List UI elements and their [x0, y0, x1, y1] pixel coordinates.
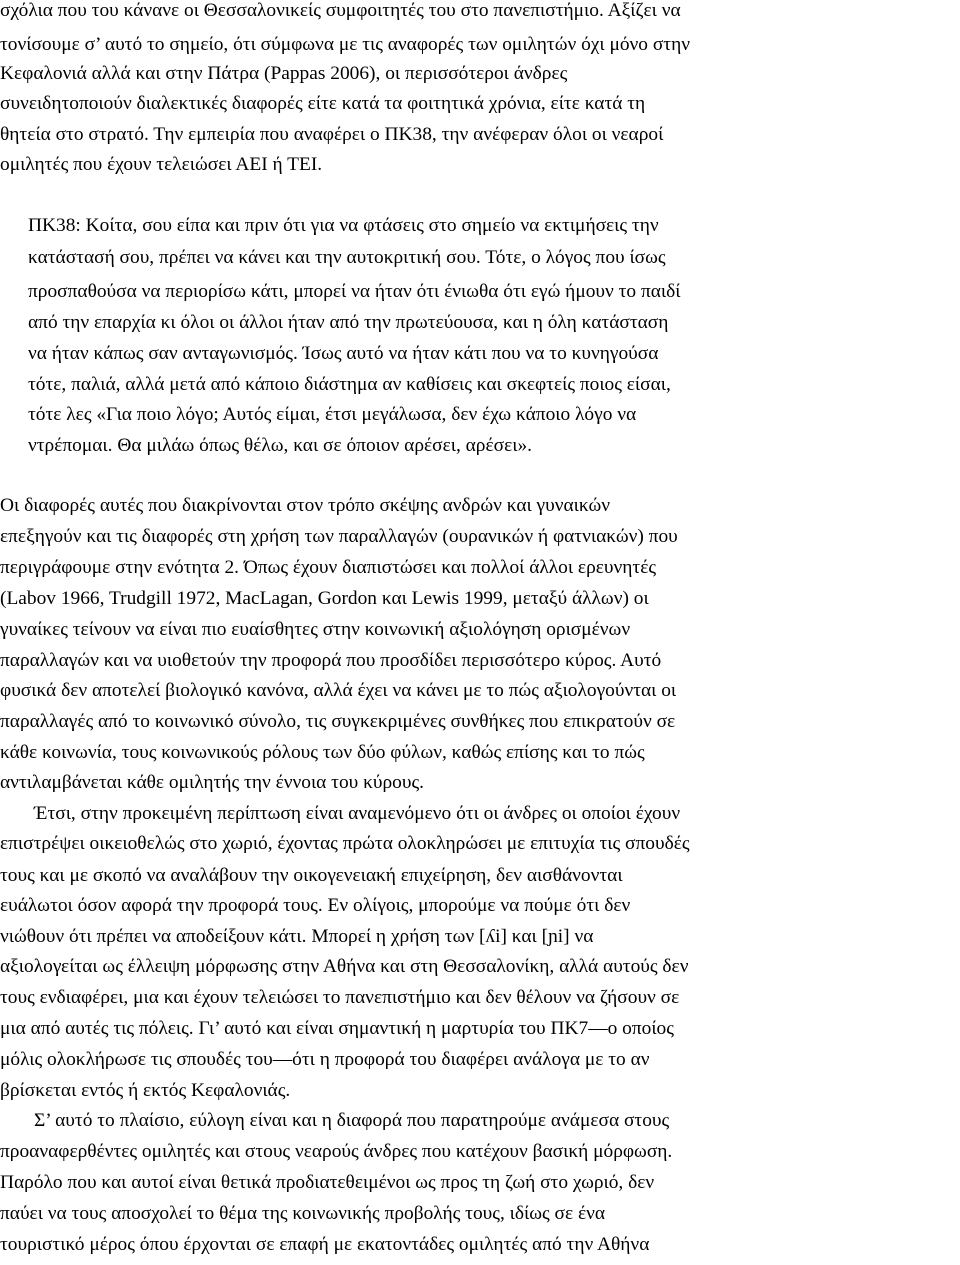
text-line: μόλις ολοκλήρωσε τις σπουδές του—ότι η προφορά του διαφέρει ανάλογα με το αν	[0, 1049, 650, 1070]
quote-line: κατάστασή σου, πρέπει να κάνει και την αυτοκριτική σου. Τότε, ο λόγος που ίσως	[28, 247, 666, 268]
text-line: Σ’ αυτό το πλαίσιο, εύλογη είναι και η διαφορά που παρατηρούμε ανάμεσα στους	[34, 1110, 670, 1131]
text-line: θητεία στο στρατό. Την εμπειρία που αναφέρει ο ΠΚ38, την ανέφεραν όλοι οι νεαροί	[0, 124, 664, 145]
text-line: προαναφερθέντες ομιλητές και στους νεαρούς άνδρες που κατέχουν βασική μόρφωση.	[0, 1141, 673, 1162]
quote-line: από την επαρχία κι όλοι οι άλλοι ήταν από την πρωτεύουσα, και η όλη κατάσταση	[28, 312, 669, 333]
text-line: Οι διαφορές αυτές που διακρίνονται στον τρόπο σκέψης ανδρών και γυναικών	[0, 495, 610, 516]
text-line: Έτσι, στην προκειμένη περίπτωση είναι αναμενόμενο ότι οι άνδρες οι οποίοι έχουν	[34, 803, 681, 824]
text-line: συνειδητοποιούν διαλεκτικές διαφορές είτε κατά τα φοιτητικά χρόνια, είτε κατά τη	[0, 93, 646, 114]
text-line: αξιολογείται ως έλλειψη μόρφωσης στην Αθήνα και στη Θεσσαλονίκη, αλλά αυτούς δεν	[0, 956, 689, 977]
quote-line: να ήταν κάπως σαν ανταγωνισμός. Ίσως αυτό να ήταν κάτι που να το κυνηγούσα	[28, 343, 659, 364]
text-line: τους και με σκοπό να αναλάβουν την οικογενειακή επιχείρηση, δεν αισθάνονται	[0, 865, 623, 886]
quote-line: ΠΚ38: Κοίτα, σου είπα και πριν ότι για να φτάσεις στο σημείο να εκτιμήσεις την	[28, 215, 659, 236]
quote-line: τότε, παλιά, αλλά μετά από κάποιο διάστημα αν καθίσεις και σκεφτείς ποιος είσαι,	[28, 374, 671, 395]
text-line: (Labov 1966, Trudgill 1972, MacLagan, Gordon και Lewis 1999, μεταξύ άλλων) οι	[0, 588, 649, 609]
text-line: σχόλια που του κάνανε οι Θεσσαλονικείς συμφοιτητές του στο πανεπιστήμιο. Αξίζει να	[0, 0, 681, 21]
text-line: ομιλητές που έχουν τελειώσει ΑΕΙ ή ΤΕΙ.	[0, 154, 323, 175]
text-line: παραλλαγών και να υιοθετούν την προφορά που προσδίδει περισσότερο κύρος. Αυτό	[0, 650, 662, 671]
text-line: Κεφαλονιά αλλά και στην Πάτρα (Pappas 2006), οι περισσότεροι άνδρες	[0, 63, 568, 84]
text-line: παύει να τους αποσχολεί το θέμα της κοινωνικής προβολής τους, ιδίως σε ένα	[0, 1203, 606, 1224]
quote-line: ντρέπομαι. Θα μιλάω όπως θέλω, και σε όποιον αρέσει, αρέσει».	[28, 435, 532, 456]
text-line: επιστρέψει οικειοθελώς στο χωριό, έχοντας πρώτα ολοκληρώσει με επιτυχία τις σπουδές	[0, 833, 690, 854]
text-line: περιγράφουμε στην ενότητα 2. Όπως έχουν διαπιστώσει και πολλοί άλλοι ερευνητές	[0, 557, 657, 578]
text-line: επεξηγούν και τις διαφορές στη χρήση των παραλλαγών (ουρανικών ή φατνιακών) που	[0, 526, 678, 547]
text-line: φυσικά δεν αποτελεί βιολογικό κανόνα, αλλά έχει να κάνει με το πώς αξιολογούνται οι	[0, 680, 677, 701]
text-line: βρίσκεται εντός ή εκτός Κεφαλονιάς.	[0, 1080, 291, 1101]
text-line: τουριστικό μέρος όπου έρχονται σε επαφή με εκατοντάδες ομιλητές από την Αθήνα	[0, 1234, 650, 1255]
text-line: αντιλαμβάνεται κάθε ομιλητής την έννοια του κύρους.	[0, 772, 424, 793]
text-line: μια από αυτές τις πόλεις. Γι’ αυτό και είναι σημαντική η μαρτυρία του ΠΚ7—ο οποίος	[0, 1018, 674, 1039]
text-line: ευάλωτοι όσον αφορά την προφορά τους. Εν ολίγοις, μπορούμε να πούμε ότι δεν	[0, 895, 631, 916]
text-line: τους ενδιαφέρει, μια και έχουν τελειώσει το πανεπιστήμιο και δεν θέλουν να ζήσουν σε	[0, 987, 680, 1008]
text-line: νιώθουν ότι πρέπει να αποδείξουν κάτι. Μπορεί η χρήση των [ʎi] και [ɲi] να	[0, 926, 594, 947]
quote-line: προσπαθούσα να περιορίσω κάτι, μπορεί να ήταν ότι ένιωθα ότι εγώ ήμουν το παιδί	[28, 281, 681, 302]
text-line: Παρόλο που και αυτοί είναι θετικά προδιατεθειμένοι ως προς τη ζωή στο χωριό, δεν	[0, 1172, 655, 1193]
text-line: γυναίκες τείνουν να είναι πιο ευαίσθητες στην κοινωνική αξιολόγηση ορισμένων	[0, 619, 631, 640]
quote-line: τότε λες «Για ποιο λόγο; Αυτός είμαι, έτσι μεγάλωσα, δεν έχω κάποιο λόγο να	[28, 404, 637, 425]
text-line: τονίσουμε σ’ αυτό το σημείο, ότι σύμφωνα με τις αναφορές των ομιλητών όχι μόνο στην	[0, 34, 691, 55]
text-line: παραλλαγές από το κοινωνικό σύνολο, τις συγκεκριμένες συνθήκες που επικρατούν σε	[0, 711, 676, 732]
text-line: κάθε κοινωνία, τους κοινωνικούς ρόλους των δύο φύλων, καθώς επίσης και το πώς	[0, 742, 645, 763]
